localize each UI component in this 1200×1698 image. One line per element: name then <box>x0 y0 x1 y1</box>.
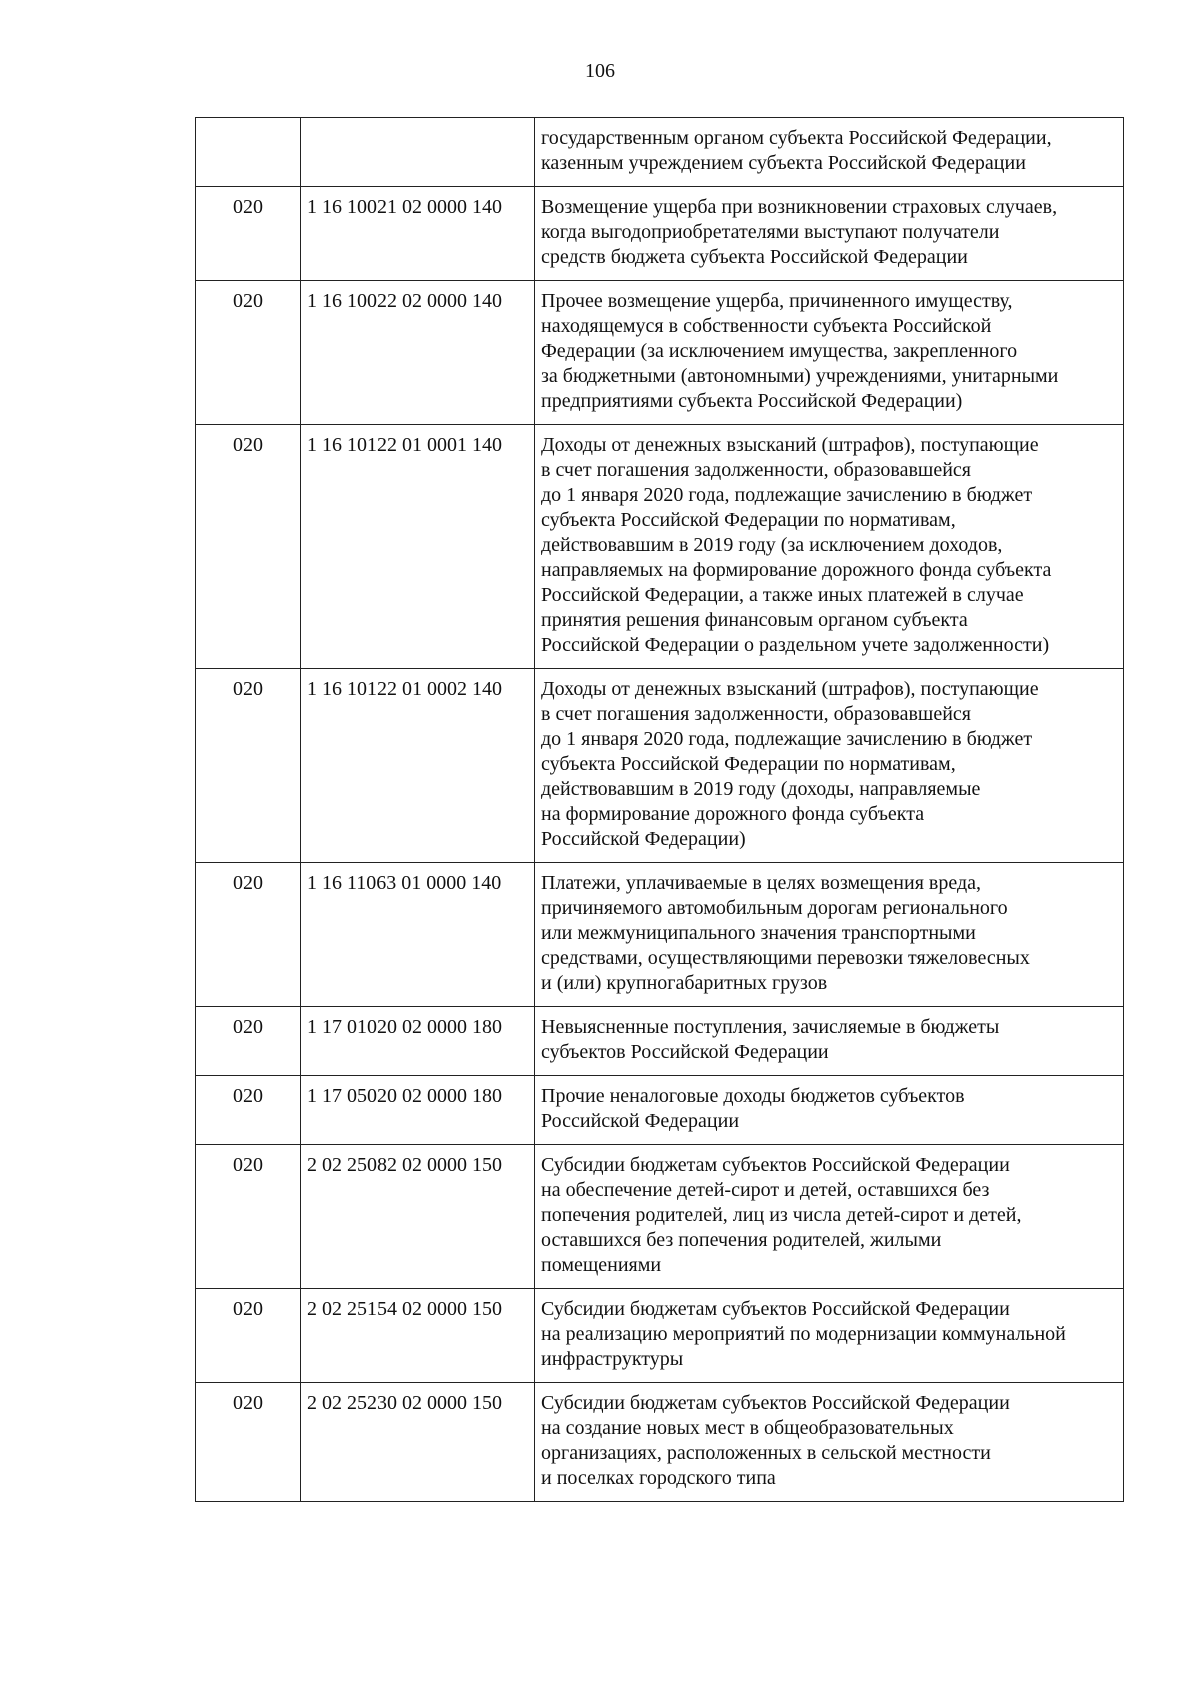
revenue-description-cell <box>535 425 1124 669</box>
description-line: предприятиями субъекта Российской Федерации) <box>541 390 963 412</box>
description-line: оставшихся без попечения родителей, жилыми <box>541 1229 942 1251</box>
admin-code-cell: 020 <box>196 1383 301 1502</box>
budget-classification-code-cell: 1 16 10122 01 0001 140 <box>301 425 535 669</box>
description-line: государственным органом субъекта Российской Федерации, <box>541 127 1052 149</box>
description-line: на обеспечение детей-сирот и детей, оставшихся без <box>541 1179 990 1201</box>
revenue-description-cell <box>535 281 1124 425</box>
budget-classification-code-cell: 2 02 25230 02 0000 150 <box>301 1383 535 1502</box>
budget-revenue-table <box>195 117 1124 1502</box>
revenue-description-cell <box>535 1007 1124 1076</box>
revenue-description-cell <box>535 1289 1124 1383</box>
description-line: Российской Федерации, а также иных платежей в случае <box>541 584 1024 606</box>
page-number: 106 <box>585 60 615 82</box>
table-row <box>196 187 1124 281</box>
budget-classification-code-cell: 1 16 10022 02 0000 140 <box>301 281 535 425</box>
admin-code-cell: 020 <box>196 281 301 425</box>
description-line: Российской Федерации о раздельном учете задолженности) <box>541 634 1050 656</box>
description-line: Доходы от денежных взысканий (штрафов), поступающие <box>541 678 1039 700</box>
table-row <box>196 1383 1124 1502</box>
description-line: субъекта Российской Федерации по нормативам, <box>541 753 956 775</box>
description-line: направляемых на формирование дорожного фонда субъекта <box>541 559 1052 581</box>
description-line: субъектов Российской Федерации <box>541 1041 829 1063</box>
description-line: Прочее возмещение ущерба, причиненного имуществу, <box>541 290 1013 312</box>
budget-classification-code-cell: 1 16 11063 01 0000 140 <box>301 863 535 1007</box>
budget-classification-code-cell: 1 16 10021 02 0000 140 <box>301 187 535 281</box>
description-line: Возмещение ущерба при возникновении страховых случаев, <box>541 196 1058 218</box>
revenue-description-cell <box>535 118 1124 187</box>
description-line: Невыясненные поступления, зачисляемые в бюджеты <box>541 1016 1000 1038</box>
description-line: средств бюджета субъекта Российской Федерации <box>541 246 968 268</box>
revenue-description-cell <box>535 863 1124 1007</box>
revenue-description-cell <box>535 1383 1124 1502</box>
description-line: Российской Федерации) <box>541 828 746 850</box>
table-row <box>196 118 1124 187</box>
description-line: организациях, расположенных в сельской местности <box>541 1442 991 1464</box>
table-row <box>196 1145 1124 1289</box>
admin-code-cell: 020 <box>196 187 301 281</box>
description-line: Субсидии бюджетам субъектов Российской Федерации <box>541 1298 1010 1320</box>
description-line: когда выгодоприобретателями выступают получатели <box>541 221 1000 243</box>
admin-code-cell: 020 <box>196 1076 301 1145</box>
revenue-description-cell <box>535 1145 1124 1289</box>
budget-classification-code-cell: 2 02 25154 02 0000 150 <box>301 1289 535 1383</box>
description-line: средствами, осуществляющими перевозки тяжеловесных <box>541 947 1030 969</box>
table-row <box>196 1007 1124 1076</box>
description-line: Прочие неналоговые доходы бюджетов субъектов <box>541 1085 965 1107</box>
admin-code-cell: 020 <box>196 425 301 669</box>
budget-classification-code-cell: 2 02 25082 02 0000 150 <box>301 1145 535 1289</box>
description-line: действовавшим в 2019 году (за исключением доходов, <box>541 534 1003 556</box>
description-line: помещениями <box>541 1254 662 1276</box>
revenue-description-cell <box>535 1076 1124 1145</box>
description-line: или межмуниципального значения транспортными <box>541 922 976 944</box>
description-line: до 1 января 2020 года, подлежащие зачислению в бюджет <box>541 728 1033 750</box>
description-line: за бюджетными (автономными) учреждениями, унитарными <box>541 365 1059 387</box>
description-line: в счет погашения задолженности, образовавшейся <box>541 459 971 481</box>
revenue-description-cell <box>535 187 1124 281</box>
table-row <box>196 1076 1124 1145</box>
description-line: попечения родителей, лиц из числа детей-сирот и детей, <box>541 1204 1022 1226</box>
revenue-description-cell <box>535 669 1124 863</box>
admin-code-cell: 020 <box>196 1145 301 1289</box>
budget-classification-code-cell: 1 17 01020 02 0000 180 <box>301 1007 535 1076</box>
table-row <box>196 425 1124 669</box>
description-line: инфраструктуры <box>541 1348 684 1370</box>
description-line: на формирование дорожного фонда субъекта <box>541 803 925 825</box>
admin-code-cell: 020 <box>196 1289 301 1383</box>
admin-code-cell <box>196 118 301 187</box>
description-line: принятия решения финансовым органом субъекта <box>541 609 968 631</box>
description-line: на реализацию мероприятий по модернизации коммунальной <box>541 1323 1066 1345</box>
table-row <box>196 281 1124 425</box>
description-line: в счет погашения задолженности, образовавшейся <box>541 703 971 725</box>
description-line: и (или) крупногабаритных грузов <box>541 972 828 994</box>
description-line: субъекта Российской Федерации по нормативам, <box>541 509 956 531</box>
description-line: Доходы от денежных взысканий (штрафов), поступающие <box>541 434 1039 456</box>
admin-code-cell: 020 <box>196 863 301 1007</box>
description-line: Субсидии бюджетам субъектов Российской Федерации <box>541 1154 1010 1176</box>
description-line: Российской Федерации <box>541 1110 740 1132</box>
description-line: Федерации (за исключением имущества, закрепленного <box>541 340 1018 362</box>
description-line: Платежи, уплачиваемые в целях возмещения вреда, <box>541 872 981 894</box>
table-row <box>196 863 1124 1007</box>
description-line: находящемуся в собственности субъекта Российской <box>541 315 992 337</box>
admin-code-cell: 020 <box>196 669 301 863</box>
budget-classification-code-cell <box>301 118 535 187</box>
table-body <box>196 118 1124 1502</box>
budget-classification-code-cell: 1 17 05020 02 0000 180 <box>301 1076 535 1145</box>
admin-code-cell: 020 <box>196 1007 301 1076</box>
description-line: до 1 января 2020 года, подлежащие зачислению в бюджет <box>541 484 1033 506</box>
description-line: на создание новых мест в общеобразовательных <box>541 1417 954 1439</box>
budget-classification-code-cell: 1 16 10122 01 0002 140 <box>301 669 535 863</box>
table-row <box>196 669 1124 863</box>
description-line: действовавшим в 2019 году (доходы, направляемые <box>541 778 981 800</box>
description-line: причиняемого автомобильным дорогам регионального <box>541 897 1008 919</box>
description-line: Субсидии бюджетам субъектов Российской Федерации <box>541 1392 1010 1414</box>
description-line: и поселках городского типа <box>541 1467 776 1489</box>
table-row <box>196 1289 1124 1383</box>
description-line: казенным учреждением субъекта Российской Федерации <box>541 152 1026 174</box>
